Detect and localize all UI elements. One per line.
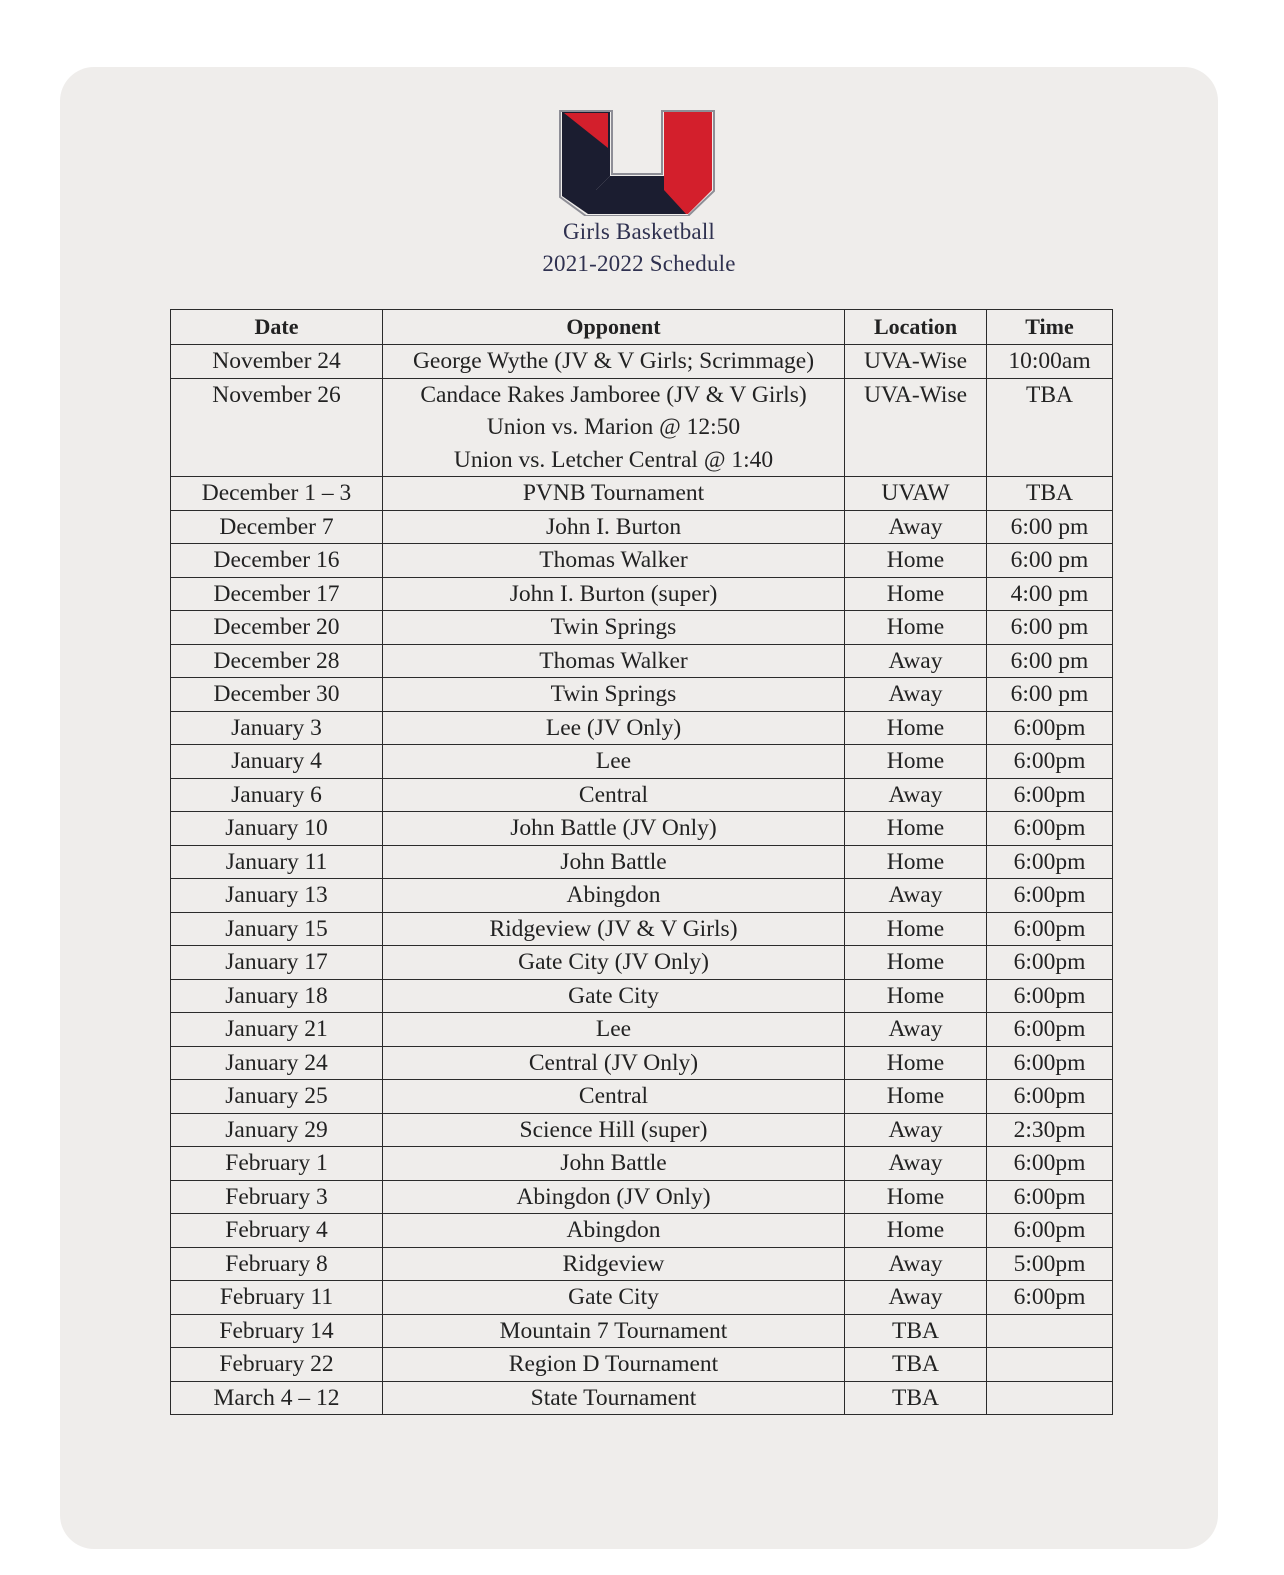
cell-opponent	[383, 778, 845, 812]
table-row	[171, 1080, 1113, 1114]
cell-time: 6:00pm	[987, 879, 1113, 913]
cell-time: 6:00pm	[987, 711, 1113, 745]
cell-location: Home	[845, 1180, 987, 1214]
table-row	[171, 644, 1113, 678]
column-header-opponent: Opponent	[383, 310, 845, 345]
opponent-line: Union vs. Marion @ 12:50	[486, 414, 741, 440]
opponent-line: Central	[578, 781, 649, 808]
opponent-line: Abingdon	[566, 882, 661, 908]
cell-date: February 1	[171, 1147, 383, 1181]
cell-location: Away	[845, 879, 987, 913]
cell-time: 5:00pm	[987, 1247, 1113, 1281]
cell-location: Home	[845, 1214, 987, 1248]
cell-opponent	[383, 644, 845, 678]
opponent-line: Thomas Walker	[539, 647, 688, 674]
opponent-line: Gate City (JV Only)	[518, 949, 709, 975]
cell-time: TBA	[987, 378, 1113, 477]
schedule-table	[170, 309, 1113, 1415]
cell-time: 2:30pm	[987, 1113, 1113, 1147]
cell-time: 6:00pm	[987, 1214, 1113, 1248]
cell-opponent	[383, 1080, 845, 1114]
cell-location: TBA	[845, 1381, 987, 1415]
cell-date: January 11	[171, 845, 383, 879]
cell-date: January 25	[171, 1080, 383, 1114]
table-row	[171, 1314, 1113, 1348]
cell-date: December 17	[171, 577, 383, 611]
cell-date: February 14	[171, 1314, 383, 1348]
opponent-line: Union vs. Letcher Central @ 1:40	[453, 446, 774, 473]
cell-date: January 21	[171, 1013, 383, 1047]
cell-location: Away	[845, 1247, 987, 1281]
table-row	[171, 678, 1113, 712]
cell-location: Home	[845, 611, 987, 645]
cell-location: Away	[845, 510, 987, 544]
cell-date: December 1 – 3	[171, 477, 383, 511]
table-row	[171, 378, 1113, 477]
cell-date: February 8	[171, 1247, 383, 1281]
cell-opponent	[383, 378, 845, 477]
cell-opponent	[383, 1281, 845, 1315]
cell-location: Away	[845, 1013, 987, 1047]
opponent-line: Science Hill (super)	[519, 1116, 708, 1143]
cell-location: Away	[845, 1113, 987, 1147]
cell-time: 6:00pm	[987, 946, 1113, 980]
cell-location: Home	[845, 912, 987, 946]
cell-time: 6:00pm	[987, 1080, 1113, 1114]
table-row	[171, 544, 1113, 578]
table-row	[171, 611, 1113, 645]
cell-date: February 4	[171, 1214, 383, 1248]
cell-opponent	[383, 912, 845, 946]
cell-location: Home	[845, 812, 987, 846]
opponent-line: Ridgeview (JV & V Girls)	[489, 915, 738, 942]
opponent-line: John Battle	[560, 848, 667, 875]
cell-opponent	[383, 544, 845, 578]
cell-opponent	[383, 1247, 845, 1281]
cell-opponent	[383, 1214, 845, 1248]
opponent-line: John I. Burton (super)	[509, 580, 718, 607]
cell-opponent	[383, 879, 845, 913]
cell-time: 6:00pm	[987, 912, 1113, 946]
opponent-line: State Tournament	[530, 1384, 697, 1411]
opponent-line: Twin Springs	[550, 614, 677, 640]
cell-date: January 15	[171, 912, 383, 946]
cell-opponent	[383, 1046, 845, 1080]
cell-date: December 20	[171, 611, 383, 645]
cell-location: Home	[845, 745, 987, 779]
cell-date: February 3	[171, 1180, 383, 1214]
opponent-line: John Battle (JV Only)	[510, 815, 717, 841]
cell-time: 4:00 pm	[987, 577, 1113, 611]
cell-date: February 22	[171, 1348, 383, 1382]
cell-date: December 7	[171, 510, 383, 544]
column-header-time: Time	[987, 310, 1113, 345]
cell-time	[987, 1314, 1113, 1348]
opponent-line: Gate City	[568, 982, 659, 1009]
opponent-line: Abingdon	[566, 1217, 661, 1243]
cell-time: 6:00pm	[987, 812, 1113, 846]
u-logo-icon	[558, 110, 716, 216]
cell-location: UVA-Wise	[845, 345, 987, 379]
opponent-line: PVNB Tournament	[522, 480, 705, 506]
cell-date: March 4 – 12	[171, 1381, 383, 1415]
table-row	[171, 1113, 1113, 1147]
cell-time: 6:00pm	[987, 745, 1113, 779]
cell-date: January 3	[171, 711, 383, 745]
cell-location: Home	[845, 979, 987, 1013]
table-row	[171, 745, 1113, 779]
schedule-sheet	[60, 67, 1218, 1549]
opponent-line: Mountain 7 Tournament	[499, 1317, 728, 1344]
cell-opponent	[383, 1348, 845, 1382]
cell-opponent	[383, 1314, 845, 1348]
cell-time: 6:00pm	[987, 845, 1113, 879]
column-header-location: Location	[845, 310, 987, 345]
cell-opponent	[383, 1013, 845, 1047]
table-row	[171, 946, 1113, 980]
opponent-line: Central (JV Only)	[528, 1049, 699, 1076]
table-row	[171, 1147, 1113, 1181]
cell-time: 6:00 pm	[987, 611, 1113, 645]
cell-opponent	[383, 1113, 845, 1147]
cell-location: TBA	[845, 1348, 987, 1382]
table-row	[171, 1348, 1113, 1382]
cell-opponent	[383, 1147, 845, 1181]
cell-location: UVA-Wise	[845, 378, 987, 477]
table-row	[171, 1013, 1113, 1047]
cell-opponent	[383, 345, 845, 379]
opponent-line: Lee (JV Only)	[545, 714, 682, 741]
cell-opponent	[383, 678, 845, 712]
cell-location: Home	[845, 577, 987, 611]
opponent-line: Candace Rakes Jamboree (JV & V Girls)	[420, 381, 807, 408]
cell-date: January 17	[171, 946, 383, 980]
cell-opponent	[383, 812, 845, 846]
cell-time: 6:00pm	[987, 1013, 1113, 1047]
table-row	[171, 1381, 1113, 1415]
cell-date: December 30	[171, 678, 383, 712]
table-row	[171, 345, 1113, 379]
cell-date: January 6	[171, 778, 383, 812]
opponent-line: Thomas Walker	[539, 547, 688, 573]
opponent-line: Lee	[595, 748, 632, 774]
opponent-line: George Wythe (JV & V Girls; Scrimmage)	[412, 348, 815, 374]
opponent-line: Central	[578, 1083, 649, 1109]
table-row	[171, 577, 1113, 611]
cell-location: Home	[845, 544, 987, 578]
opponent-line: Lee	[595, 1016, 632, 1042]
column-header-date: Date	[171, 310, 383, 345]
cell-date: January 18	[171, 979, 383, 1013]
table-header-row	[171, 310, 1113, 345]
cell-time: 10:00am	[987, 345, 1113, 379]
cell-location: Away	[845, 778, 987, 812]
cell-opponent	[383, 577, 845, 611]
cell-opponent	[383, 845, 845, 879]
table-row	[171, 1046, 1113, 1080]
cell-date: January 4	[171, 745, 383, 779]
cell-time: TBA	[987, 477, 1113, 511]
schedule-body	[171, 345, 1113, 1415]
cell-date: December 16	[171, 544, 383, 578]
cell-opponent	[383, 745, 845, 779]
cell-time	[987, 1348, 1113, 1382]
cell-time: 6:00 pm	[987, 510, 1113, 544]
cell-opponent	[383, 477, 845, 511]
cell-time: 6:00 pm	[987, 644, 1113, 678]
schedule-title: Girls Basketball	[562, 219, 716, 244]
cell-time: 6:00pm	[987, 778, 1113, 812]
cell-location: Home	[845, 845, 987, 879]
table-row	[171, 912, 1113, 946]
table-row	[171, 1214, 1113, 1248]
cell-opponent	[383, 946, 845, 980]
cell-location: TBA	[845, 1314, 987, 1348]
cell-date: November 24	[171, 345, 383, 379]
cell-location: UVAW	[845, 477, 987, 511]
cell-location: Away	[845, 1147, 987, 1181]
cell-date: December 28	[171, 644, 383, 678]
table-row	[171, 879, 1113, 913]
table-row	[171, 1180, 1113, 1214]
cell-date: November 26	[171, 378, 383, 477]
cell-time: 6:00 pm	[987, 678, 1113, 712]
opponent-line: Ridgeview	[562, 1250, 665, 1277]
table-row	[171, 1281, 1113, 1315]
cell-location: Home	[845, 711, 987, 745]
cell-time: 6:00pm	[987, 1281, 1113, 1315]
cell-opponent	[383, 611, 845, 645]
cell-time: 6:00pm	[987, 1180, 1113, 1214]
cell-location: Home	[845, 1080, 987, 1114]
opponent-line: Abingdon (JV Only)	[516, 1183, 711, 1210]
table-row	[171, 477, 1113, 511]
table-row	[171, 812, 1113, 846]
opponent-line: Gate City	[568, 1284, 659, 1310]
cell-time: 6:00pm	[987, 979, 1113, 1013]
table-row	[171, 845, 1113, 879]
cell-opponent	[383, 711, 845, 745]
table-row	[171, 1247, 1113, 1281]
opponent-line: John Battle	[560, 1150, 667, 1176]
opponent-line: Twin Springs	[550, 681, 677, 707]
cell-location: Away	[845, 678, 987, 712]
cell-time: 6:00pm	[987, 1147, 1113, 1181]
table-row	[171, 510, 1113, 544]
cell-location: Home	[845, 946, 987, 980]
cell-opponent	[383, 979, 845, 1013]
cell-location: Away	[845, 644, 987, 678]
cell-time: 6:00pm	[987, 1046, 1113, 1080]
cell-location: Away	[845, 1281, 987, 1315]
cell-date: February 11	[171, 1281, 383, 1315]
cell-time: 6:00 pm	[987, 544, 1113, 578]
cell-opponent	[383, 510, 845, 544]
cell-time	[987, 1381, 1113, 1415]
cell-opponent	[383, 1381, 845, 1415]
cell-opponent	[383, 1180, 845, 1214]
opponent-line: John I. Burton	[545, 513, 682, 540]
opponent-line: Region D Tournament	[508, 1351, 719, 1377]
schedule-subtitle: 2021-2022 Schedule	[542, 251, 736, 276]
cell-date: January 10	[171, 812, 383, 846]
cell-location: Home	[845, 1046, 987, 1080]
cell-date: January 24	[171, 1046, 383, 1080]
cell-date: January 29	[171, 1113, 383, 1147]
cell-date: January 13	[171, 879, 383, 913]
table-row	[171, 979, 1113, 1013]
table-row	[171, 711, 1113, 745]
table-row	[171, 778, 1113, 812]
